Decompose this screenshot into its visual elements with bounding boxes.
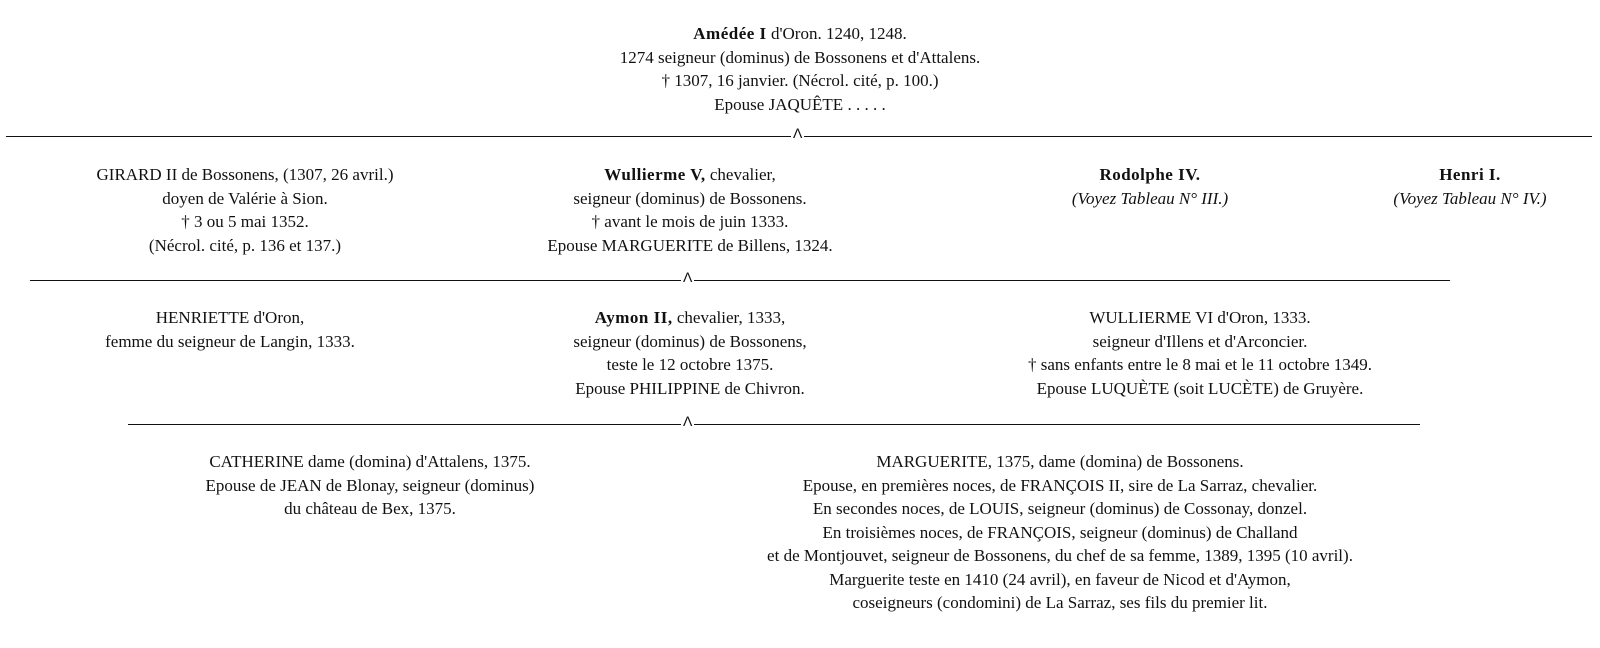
- entry-girard-ii: GIRARD II de Bossonens, (1307, 26 avril.) doyen de Valérie à Sion. † 3 ou 5 mai 1352. (Nécrol. cité, p. 136 et 137.): [96, 165, 394, 255]
- entry-rodolphe-iv: [1030, 163, 1270, 210]
- entry-henri-i: [1350, 163, 1590, 210]
- entry-marguerite: MARGUERITE, 1375, dame (domina) de Bossonens. Epouse, en premières noces, de FRANÇOIS II, sire de La Sarraz, chevalier. En secondes noces, de LOUIS, seigneur (dominus) de Cossonay, donzel. En troisièmes noces, de FRANÇOIS, seigneur (dominus) de Challand et de Montjouvet, seigneur de Bossonens, du chef de sa femme, 1389, 1395 (10 avril). Marguerite teste en 1410 (24 avril), en faveur de Nicod et d'Aymon, coseigneurs (condomini) de La Sarraz, ses fils du premier lit.: [767, 452, 1353, 612]
- entry-aymon-ii: Aymon II, chevalier, 1333, seigneur (dominus) de Bossonens, teste le 12 octobre 1375. Epouse PHILIPPINE de Chivron.: [573, 308, 807, 398]
- name-rodolphe-iv: Rodolphe IV.: [1099, 165, 1201, 184]
- entry-henriette: HENRIETTE d'Oron, femme du seigneur de Langin, 1333.: [105, 308, 355, 351]
- name-aymon-ii: Aymon II,: [594, 308, 673, 327]
- entry-catherine: CATHERINE dame (domina) d'Attalens, 1375. Epouse de JEAN de Blonay, seigneur (dominus) du château de Bex, 1375.: [205, 452, 535, 518]
- table-reference: (Voyez Tableau N° IV.): [1393, 188, 1547, 208]
- name-henri-i: Henri I.: [1439, 165, 1501, 184]
- entry-wullierme-v: Wullierme V, chevalier, seigneur (dominus) de Bossonens. † avant le mois de juin 1333. Epouse MARGUERITE de Billens, 1324.: [547, 165, 833, 255]
- name-wullierme-v: Wullierme V,: [604, 165, 706, 184]
- generation-rule-2: [30, 280, 1450, 281]
- entry-amedee-i: Amédée I d'Oron. 1240, 1248. 1274 seigneur (dominus) de Bossonens et d'Attalens. † 1307, 16 janvier. (Nécrol. cité, p. 100.) Epouse JAQUÊTE . . . . .: [400, 22, 1200, 116]
- table-reference: (Voyez Tableau N° III.): [1071, 188, 1229, 208]
- generation-rule-3: [128, 424, 1420, 425]
- entry-line: † 1307, 16 janvier. (Nécrol. cité, p. 100.): [661, 71, 939, 90]
- connector-caret: Λ: [683, 413, 693, 429]
- name-amedee-i: Amédée I: [693, 24, 767, 43]
- entry-line: Epouse JAQUÊTE . . . . .: [714, 94, 886, 114]
- connector-caret: Λ: [683, 269, 693, 285]
- entry-wullierme-vi: WULLIERME VI d'Oron, 1333. seigneur d'Illens et d'Arconcier. † sans enfants entre le 8 mai et le 11 octobre 1349. Epouse LUQUÈTE (soit LUCÈTE) de Gruyère.: [1028, 308, 1372, 398]
- connector-caret: Λ: [793, 125, 803, 141]
- entry-line: 1274 seigneur (dominus) de Bossonens et d'Attalens.: [619, 47, 981, 67]
